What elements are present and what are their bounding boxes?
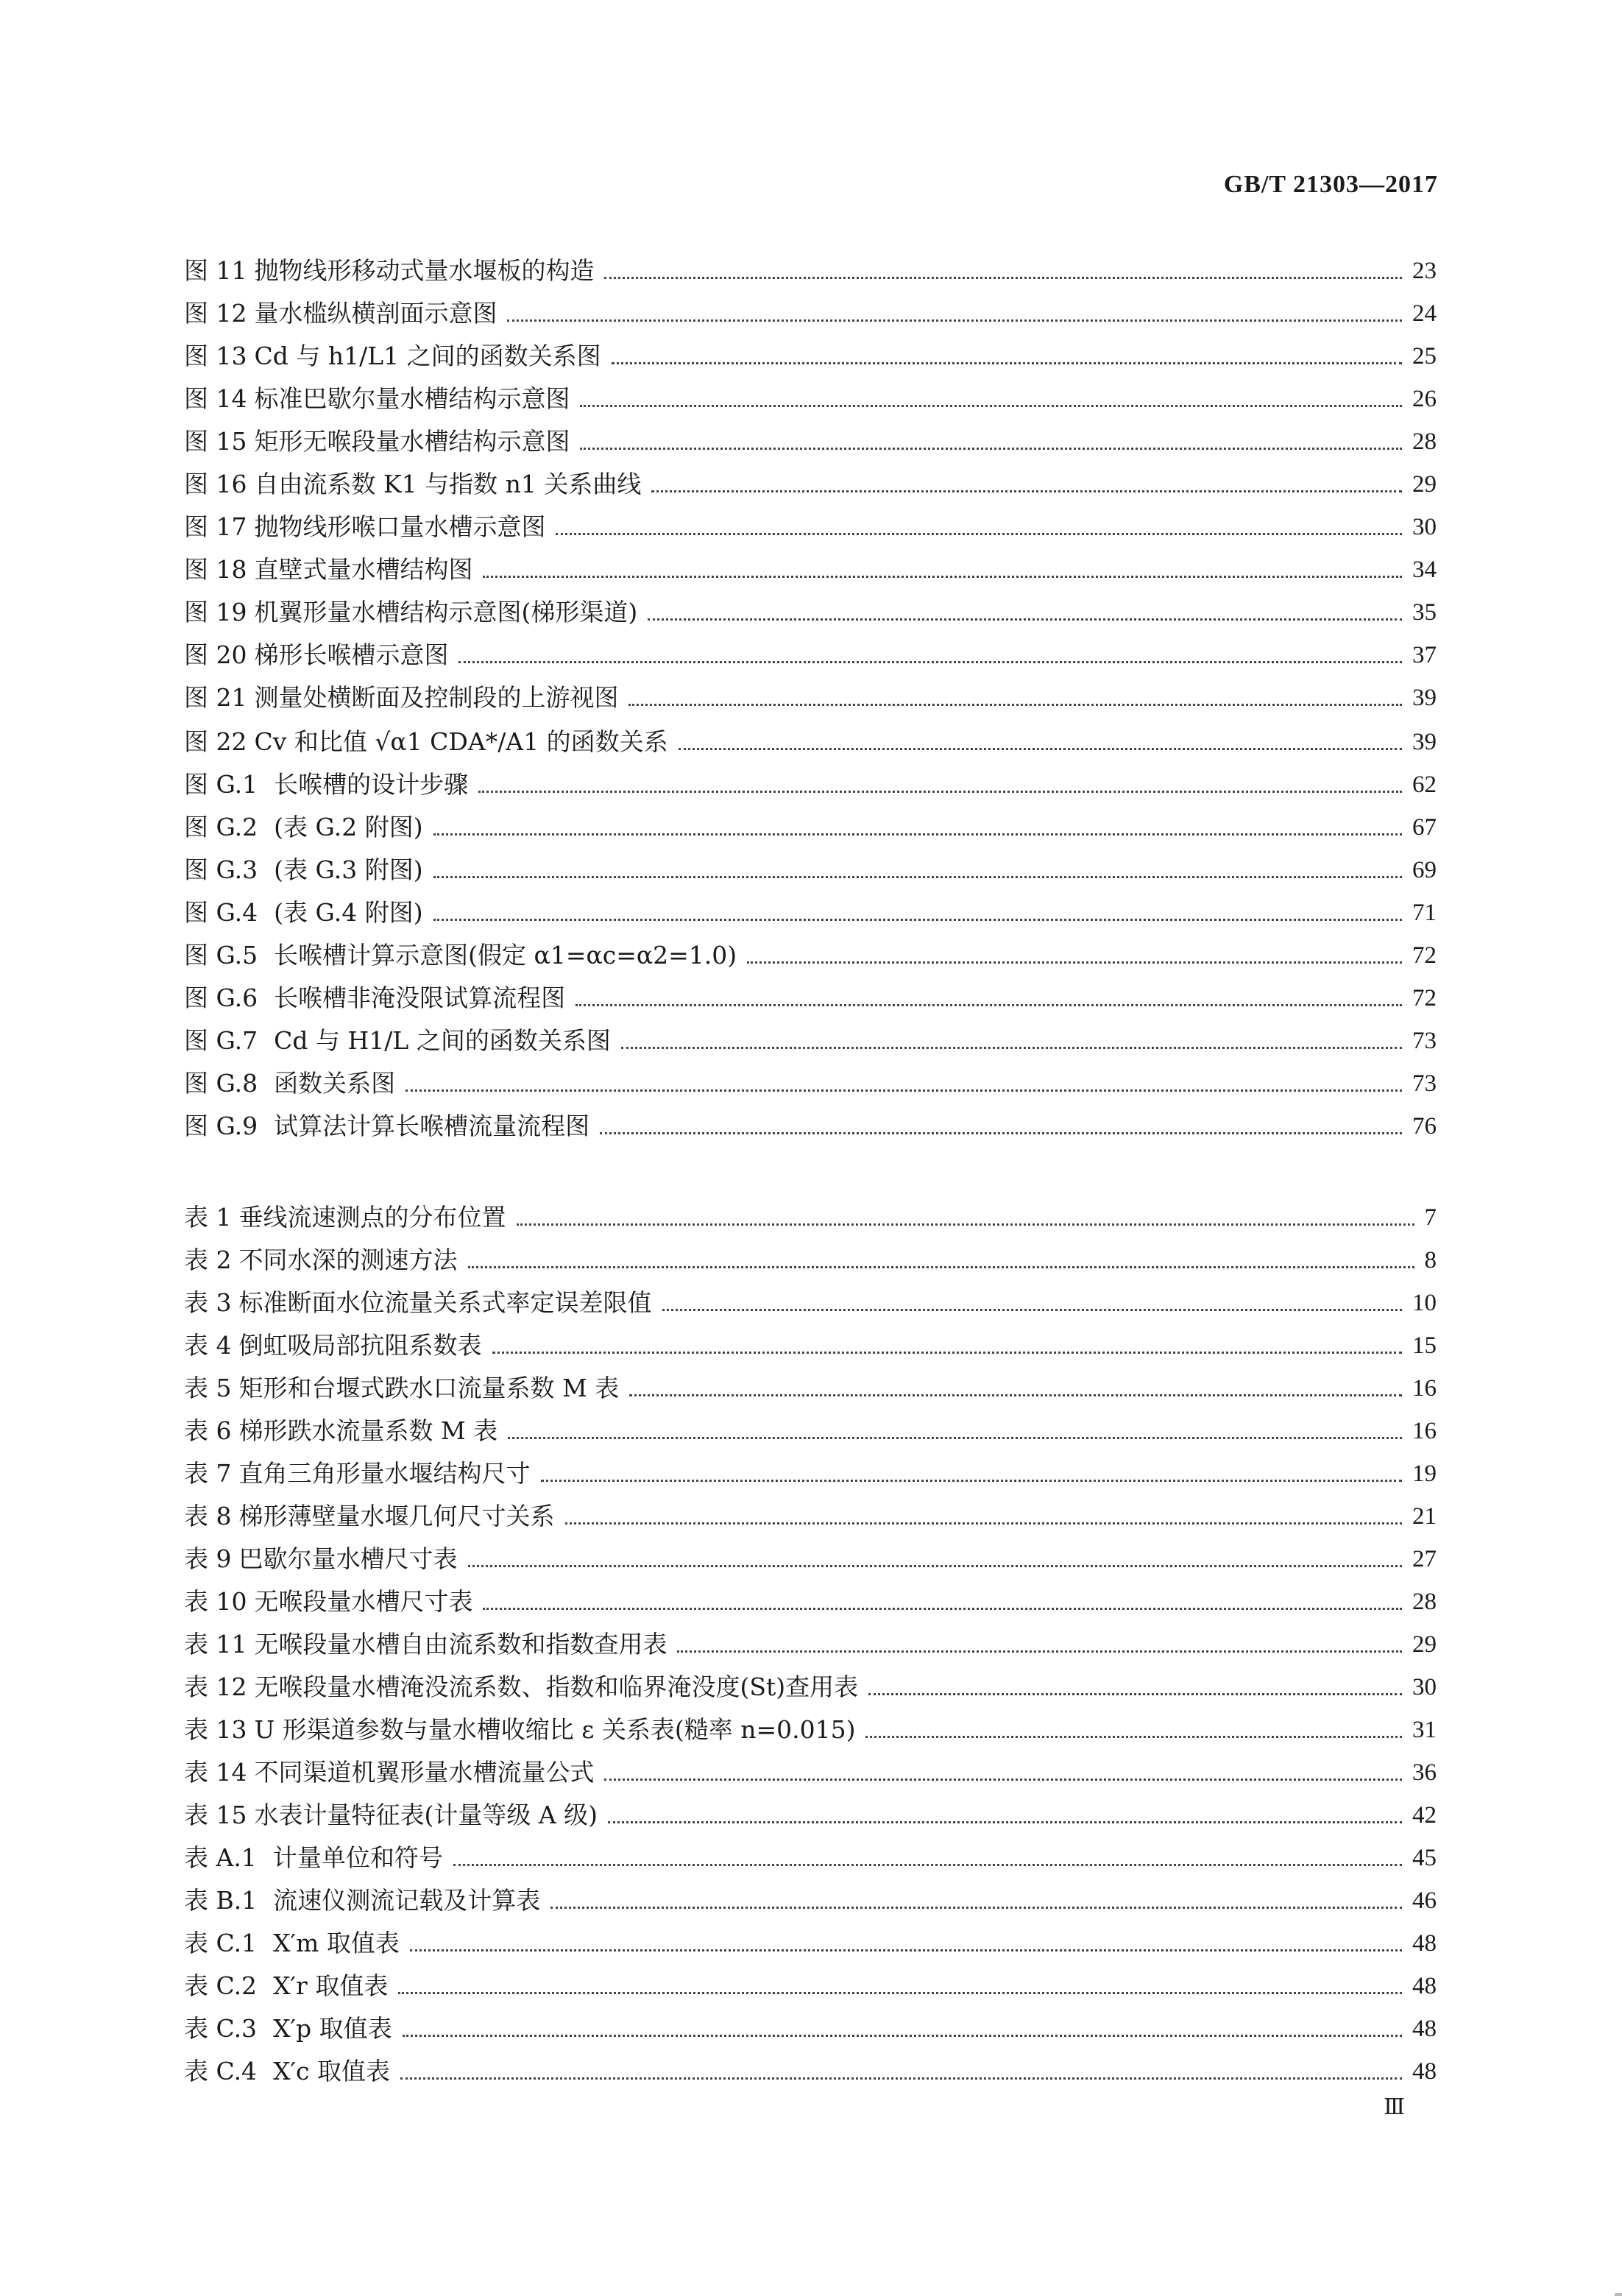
toc-entry-table[interactable] [184, 1915, 1437, 1958]
toc-entry-figure[interactable] [184, 970, 1437, 1013]
entry-page: 48 [1412, 2016, 1437, 2042]
entry-label: 图 22 [184, 727, 247, 756]
toc-entry-figure[interactable] [184, 1013, 1437, 1056]
leader-dots [458, 661, 1402, 663]
toc-entry-figure[interactable] [184, 371, 1437, 414]
toc-entry-figure[interactable] [184, 1056, 1437, 1098]
entry-title: U 形渠道参数与量水槽收缩比 ε 关系表(糙率 n=0.015) [254, 1715, 856, 1744]
entry-label: 图 G.8 [184, 1069, 258, 1098]
toc-entry-table[interactable] [184, 1232, 1437, 1275]
entry-label: 表 11 [184, 1630, 247, 1659]
leader-dots [541, 1480, 1403, 1482]
leader-dots [576, 1004, 1402, 1006]
entry-title: (表 G.4 附图) [274, 898, 423, 927]
leader-dots [608, 1821, 1402, 1823]
entry-title: 标准巴歇尔量水槽结构示意图 [254, 384, 570, 413]
entry-page: 37 [1412, 642, 1437, 668]
leader-dots [398, 1992, 1402, 1994]
leader-dots [556, 533, 1402, 535]
entry-title: 无喉段量水槽淹没流系数、指数和临界淹没度(St)查用表 [254, 1672, 859, 1701]
leader-dots [747, 961, 1402, 964]
entry-title: 流速仪测流记载及计算表 [273, 1886, 541, 1915]
entry-title: 长喉槽的设计步骤 [274, 770, 469, 799]
leader-dots [406, 1089, 1402, 1092]
entry-page: 71 [1412, 900, 1437, 926]
entry-page: 69 [1412, 857, 1437, 883]
leader-dots [677, 1650, 1402, 1653]
toc-entry-figure[interactable] [184, 757, 1437, 799]
leader-dots [508, 1437, 1402, 1439]
entry-label: 图 G.6 [184, 983, 258, 1012]
entry-title: 梯形跌水流量系数 M 表 [238, 1416, 498, 1445]
entry-page: 39 [1412, 685, 1437, 711]
entry-title: 测量处横断面及控制段的上游视图 [254, 683, 619, 712]
entry-page: 30 [1412, 1674, 1437, 1700]
toc-entry-figure[interactable] [184, 714, 1437, 757]
toc-entry-figure[interactable] [184, 842, 1437, 885]
entry-label: 图 11 [184, 256, 247, 285]
entry-label: 表 C.4 [184, 2057, 258, 2085]
entry-page: 34 [1412, 557, 1437, 583]
entry-label: 图 G.2 [184, 813, 258, 841]
entry-title: Cd 与 h1/L1 之间的函数关系图 [254, 342, 601, 370]
toc-entry-table[interactable] [184, 1275, 1437, 1318]
standard-number: GB/T 21303—2017 [1223, 171, 1438, 198]
entry-label: 表 12 [184, 1672, 247, 1701]
leader-dots [662, 1309, 1403, 1311]
entry-label: 表 4 [184, 1331, 232, 1360]
entry-title: 抛物线形移动式量水堰板的构造 [254, 256, 595, 285]
leader-dots [580, 405, 1402, 407]
entry-page: 48 [1412, 1930, 1437, 1957]
toc-entry-table[interactable] [184, 1617, 1437, 1659]
entry-title: 无喉段量水槽尺寸表 [254, 1587, 473, 1616]
entry-label: 图 G.1 [184, 770, 258, 799]
entry-title: 直壁式量水槽结构图 [254, 555, 473, 584]
entry-label: 表 C.3 [184, 2014, 258, 2043]
leader-dots [580, 448, 1402, 450]
entry-page: 27 [1412, 1546, 1437, 1572]
entry-page: 30 [1412, 514, 1437, 540]
entry-label: 表 14 [184, 1758, 247, 1787]
entry-page: 28 [1412, 428, 1437, 455]
entry-label: 图 21 [184, 683, 247, 712]
leader-dots [651, 490, 1402, 492]
entry-label: 图 16 [184, 470, 247, 498]
entry-page: 45 [1412, 1845, 1437, 1871]
entry-label: 图 G.4 [184, 898, 258, 927]
entry-page: 25 [1412, 343, 1437, 370]
toc-entry-figure[interactable] [184, 584, 1437, 627]
entry-page: 16 [1412, 1375, 1437, 1402]
entry-page: 24 [1412, 300, 1437, 327]
leader-dots [433, 833, 1402, 836]
toc-entry-table[interactable] [184, 2001, 1437, 2044]
entry-label: 图 20 [184, 640, 247, 669]
leader-dots [868, 1693, 1402, 1695]
toc-entry-figure[interactable] [184, 414, 1437, 456]
toc-entry-figure[interactable] [184, 286, 1437, 328]
toc-entry-figure[interactable] [184, 799, 1437, 842]
entry-title: (表 G.3 附图) [274, 855, 423, 884]
page-number: Ⅲ [1384, 2095, 1405, 2119]
toc-entry-figure[interactable] [184, 456, 1437, 499]
entry-page: 16 [1412, 1418, 1437, 1444]
entry-page: 23 [1412, 258, 1437, 284]
entry-title: 标准断面水位流量关系式率定误差限值 [238, 1288, 652, 1317]
entry-page: 31 [1412, 1717, 1437, 1743]
entry-title: 机翼形量水槽结构示意图(梯形渠道) [254, 598, 638, 626]
entry-page: 29 [1412, 471, 1437, 498]
page-edge-mark [1615, 2293, 1622, 2296]
entry-title: Cd 与 H1/L 之间的函数关系图 [274, 1026, 611, 1055]
leader-dots [604, 277, 1402, 279]
toc-entry-table[interactable] [184, 1702, 1437, 1745]
entry-label: 图 G.7 [184, 1026, 258, 1055]
leader-dots [600, 1132, 1402, 1134]
toc-entry-table[interactable] [184, 1446, 1437, 1488]
entry-label: 表 13 [184, 1715, 247, 1744]
entry-title: 不同渠道机翼形量水槽流量公式 [254, 1758, 595, 1787]
leader-dots [517, 1223, 1414, 1226]
leader-dots [865, 1736, 1402, 1738]
entry-title: 计量单位和符号 [272, 1843, 443, 1872]
leader-dots [629, 1394, 1402, 1396]
entry-label: 表 A.1 [184, 1843, 257, 1872]
entry-page: 73 [1412, 1070, 1437, 1097]
leader-dots [483, 576, 1402, 578]
entry-title: X′r 取值表 [273, 1971, 389, 2000]
leader-dots [550, 1907, 1402, 1909]
entry-title: 长喉槽计算示意图(假定 α1=αc=α2=1.0) [274, 941, 737, 969]
entry-label: 表 5 [184, 1374, 232, 1402]
entry-label: 图 12 [184, 299, 247, 328]
entry-label: 表 2 [184, 1246, 232, 1274]
entry-page: 21 [1412, 1503, 1437, 1530]
entry-title: 巴歇尔量水槽尺寸表 [238, 1544, 458, 1573]
leader-dots [468, 1565, 1403, 1567]
entry-page: 36 [1412, 1759, 1437, 1786]
entry-page: 48 [1412, 1973, 1437, 1999]
entry-label: 表 1 [184, 1203, 232, 1232]
toc-entry-figure[interactable] [184, 627, 1437, 670]
leader-dots [565, 1522, 1403, 1525]
entry-title: 函数关系图 [274, 1069, 396, 1098]
entry-page: 26 [1412, 386, 1437, 412]
entry-title: 无喉段量水槽自由流系数和指数查用表 [254, 1630, 667, 1659]
entry-page: 72 [1412, 942, 1437, 969]
entry-label: 表 9 [184, 1544, 232, 1573]
leader-dots [433, 876, 1402, 878]
entry-page: 29 [1412, 1631, 1437, 1658]
entry-page: 19 [1412, 1460, 1437, 1487]
entry-title: 量水槛纵横剖面示意图 [254, 299, 497, 328]
leader-dots [468, 1266, 1414, 1268]
entry-page: 7 [1424, 1204, 1437, 1231]
entry-label: 图 G.9 [184, 1112, 258, 1140]
entry-label: 图 13 [184, 342, 247, 370]
leader-dots [621, 1047, 1402, 1049]
leader-dots [604, 1778, 1402, 1781]
entry-title: 水表计量特征表(计量等级 A 级) [254, 1801, 598, 1829]
entry-label: 表 C.2 [184, 1971, 258, 2000]
entry-title: 自由流系数 K1 与指数 n1 关系曲线 [254, 470, 642, 498]
toc-entry-figure[interactable] [184, 928, 1437, 970]
entry-page: 73 [1412, 1028, 1437, 1054]
leader-dots [507, 319, 1402, 322]
entry-title: 梯形长喉槽示意图 [254, 640, 449, 669]
entry-label: 图 15 [184, 427, 247, 456]
entry-title: 不同水深的测速方法 [238, 1246, 458, 1274]
toc-entry-table[interactable] [184, 1488, 1437, 1531]
toc-entry-table[interactable] [184, 1360, 1437, 1403]
toc-entry-table[interactable] [184, 1318, 1437, 1360]
toc-entry-table[interactable] [184, 1403, 1437, 1446]
entry-title: 抛物线形喉口量水槽示意图 [254, 512, 546, 541]
entry-title: X′m 取值表 [273, 1929, 400, 1957]
entry-page: 8 [1424, 1247, 1437, 1274]
toc-entry-figure[interactable] [184, 542, 1437, 584]
entry-page: 76 [1412, 1113, 1437, 1140]
toc-entry-figure[interactable] [184, 1098, 1437, 1141]
leader-dots [433, 919, 1402, 921]
toc-entry-figure[interactable] [184, 670, 1437, 713]
entry-title: 倒虹吸局部抗阻系数表 [238, 1331, 482, 1360]
entry-label: 表 10 [184, 1587, 247, 1616]
toc-entry-table[interactable] [184, 2044, 1437, 2086]
toc-entry-figure[interactable] [184, 328, 1437, 371]
entry-title: 梯形薄壁量水堰几何尺寸关系 [238, 1502, 555, 1530]
entry-label: 图 18 [184, 555, 247, 584]
leader-dots [628, 704, 1402, 706]
entry-title: 试算法计算长喉槽流量流程图 [274, 1112, 590, 1140]
toc-entry-figure[interactable] [184, 243, 1437, 286]
toc-entry-table[interactable] [184, 1659, 1437, 1702]
entry-label: 表 15 [184, 1801, 247, 1829]
entry-label: 表 B.1 [184, 1886, 258, 1915]
toc-entry-table[interactable] [184, 1745, 1437, 1787]
entry-page: 42 [1412, 1802, 1437, 1829]
entry-title: X′p 取值表 [273, 2014, 392, 2043]
leader-dots [648, 618, 1402, 621]
toc-entry-table[interactable] [184, 1958, 1437, 2001]
leader-dots [403, 2035, 1402, 2037]
entry-title: (表 G.2 附图) [274, 813, 423, 841]
leader-dots [612, 362, 1402, 364]
entry-page: 48 [1412, 2058, 1437, 2085]
entry-label: 图 14 [184, 384, 247, 413]
entry-label: 表 3 [184, 1288, 232, 1317]
entry-page: 35 [1412, 599, 1437, 626]
entry-label: 图 17 [184, 512, 247, 541]
entry-title: X′c 取值表 [273, 2057, 391, 2085]
entry-page: 46 [1412, 1887, 1437, 1914]
toc-entry-table[interactable] [184, 1873, 1437, 1915]
leader-dots [679, 748, 1402, 750]
entry-page: 39 [1412, 729, 1437, 755]
entry-page: 28 [1412, 1589, 1437, 1615]
entry-title: 矩形和台堰式跌水口流量系数 M 表 [238, 1374, 620, 1402]
leader-dots [483, 1608, 1402, 1610]
entry-label: 图 G.5 [184, 941, 258, 969]
entry-title: 直角三角形量水堰结构尺寸 [238, 1459, 531, 1488]
toc-entry-table[interactable] [184, 1531, 1437, 1574]
entry-title: Cv 和比值 √α1 CDA*/A1 的函数关系 [254, 727, 668, 756]
leader-dots [492, 1352, 1403, 1354]
entry-page: 72 [1412, 985, 1437, 1011]
toc-entry-figure[interactable] [184, 499, 1437, 542]
leader-dots [453, 1864, 1402, 1866]
toc-entry-table[interactable] [184, 1787, 1437, 1830]
leader-dots [410, 1949, 1402, 1951]
leader-dots [478, 791, 1402, 793]
leader-dots [400, 2077, 1402, 2080]
entry-page: 15 [1412, 1332, 1437, 1359]
entry-page: 10 [1412, 1290, 1437, 1316]
entry-page: 62 [1412, 771, 1437, 798]
toc-entry-table[interactable] [184, 1830, 1437, 1873]
entry-label: 表 7 [184, 1459, 232, 1488]
entry-label: 图 19 [184, 598, 247, 626]
entry-label: 表 8 [184, 1502, 232, 1530]
entry-label: 表 6 [184, 1416, 232, 1445]
toc-entry-table[interactable] [184, 1190, 1437, 1232]
entry-title: 垂线流速测点的分布位置 [238, 1203, 506, 1232]
entry-page: 67 [1412, 814, 1437, 841]
toc-entry-figure[interactable] [184, 885, 1437, 928]
entry-title: 矩形无喉段量水槽结构示意图 [254, 427, 570, 456]
entry-title: 长喉槽非淹没限试算流程图 [274, 983, 566, 1012]
entry-label: 表 C.1 [184, 1929, 258, 1957]
toc-entry-table[interactable] [184, 1574, 1437, 1617]
entry-label: 图 G.3 [184, 855, 258, 884]
